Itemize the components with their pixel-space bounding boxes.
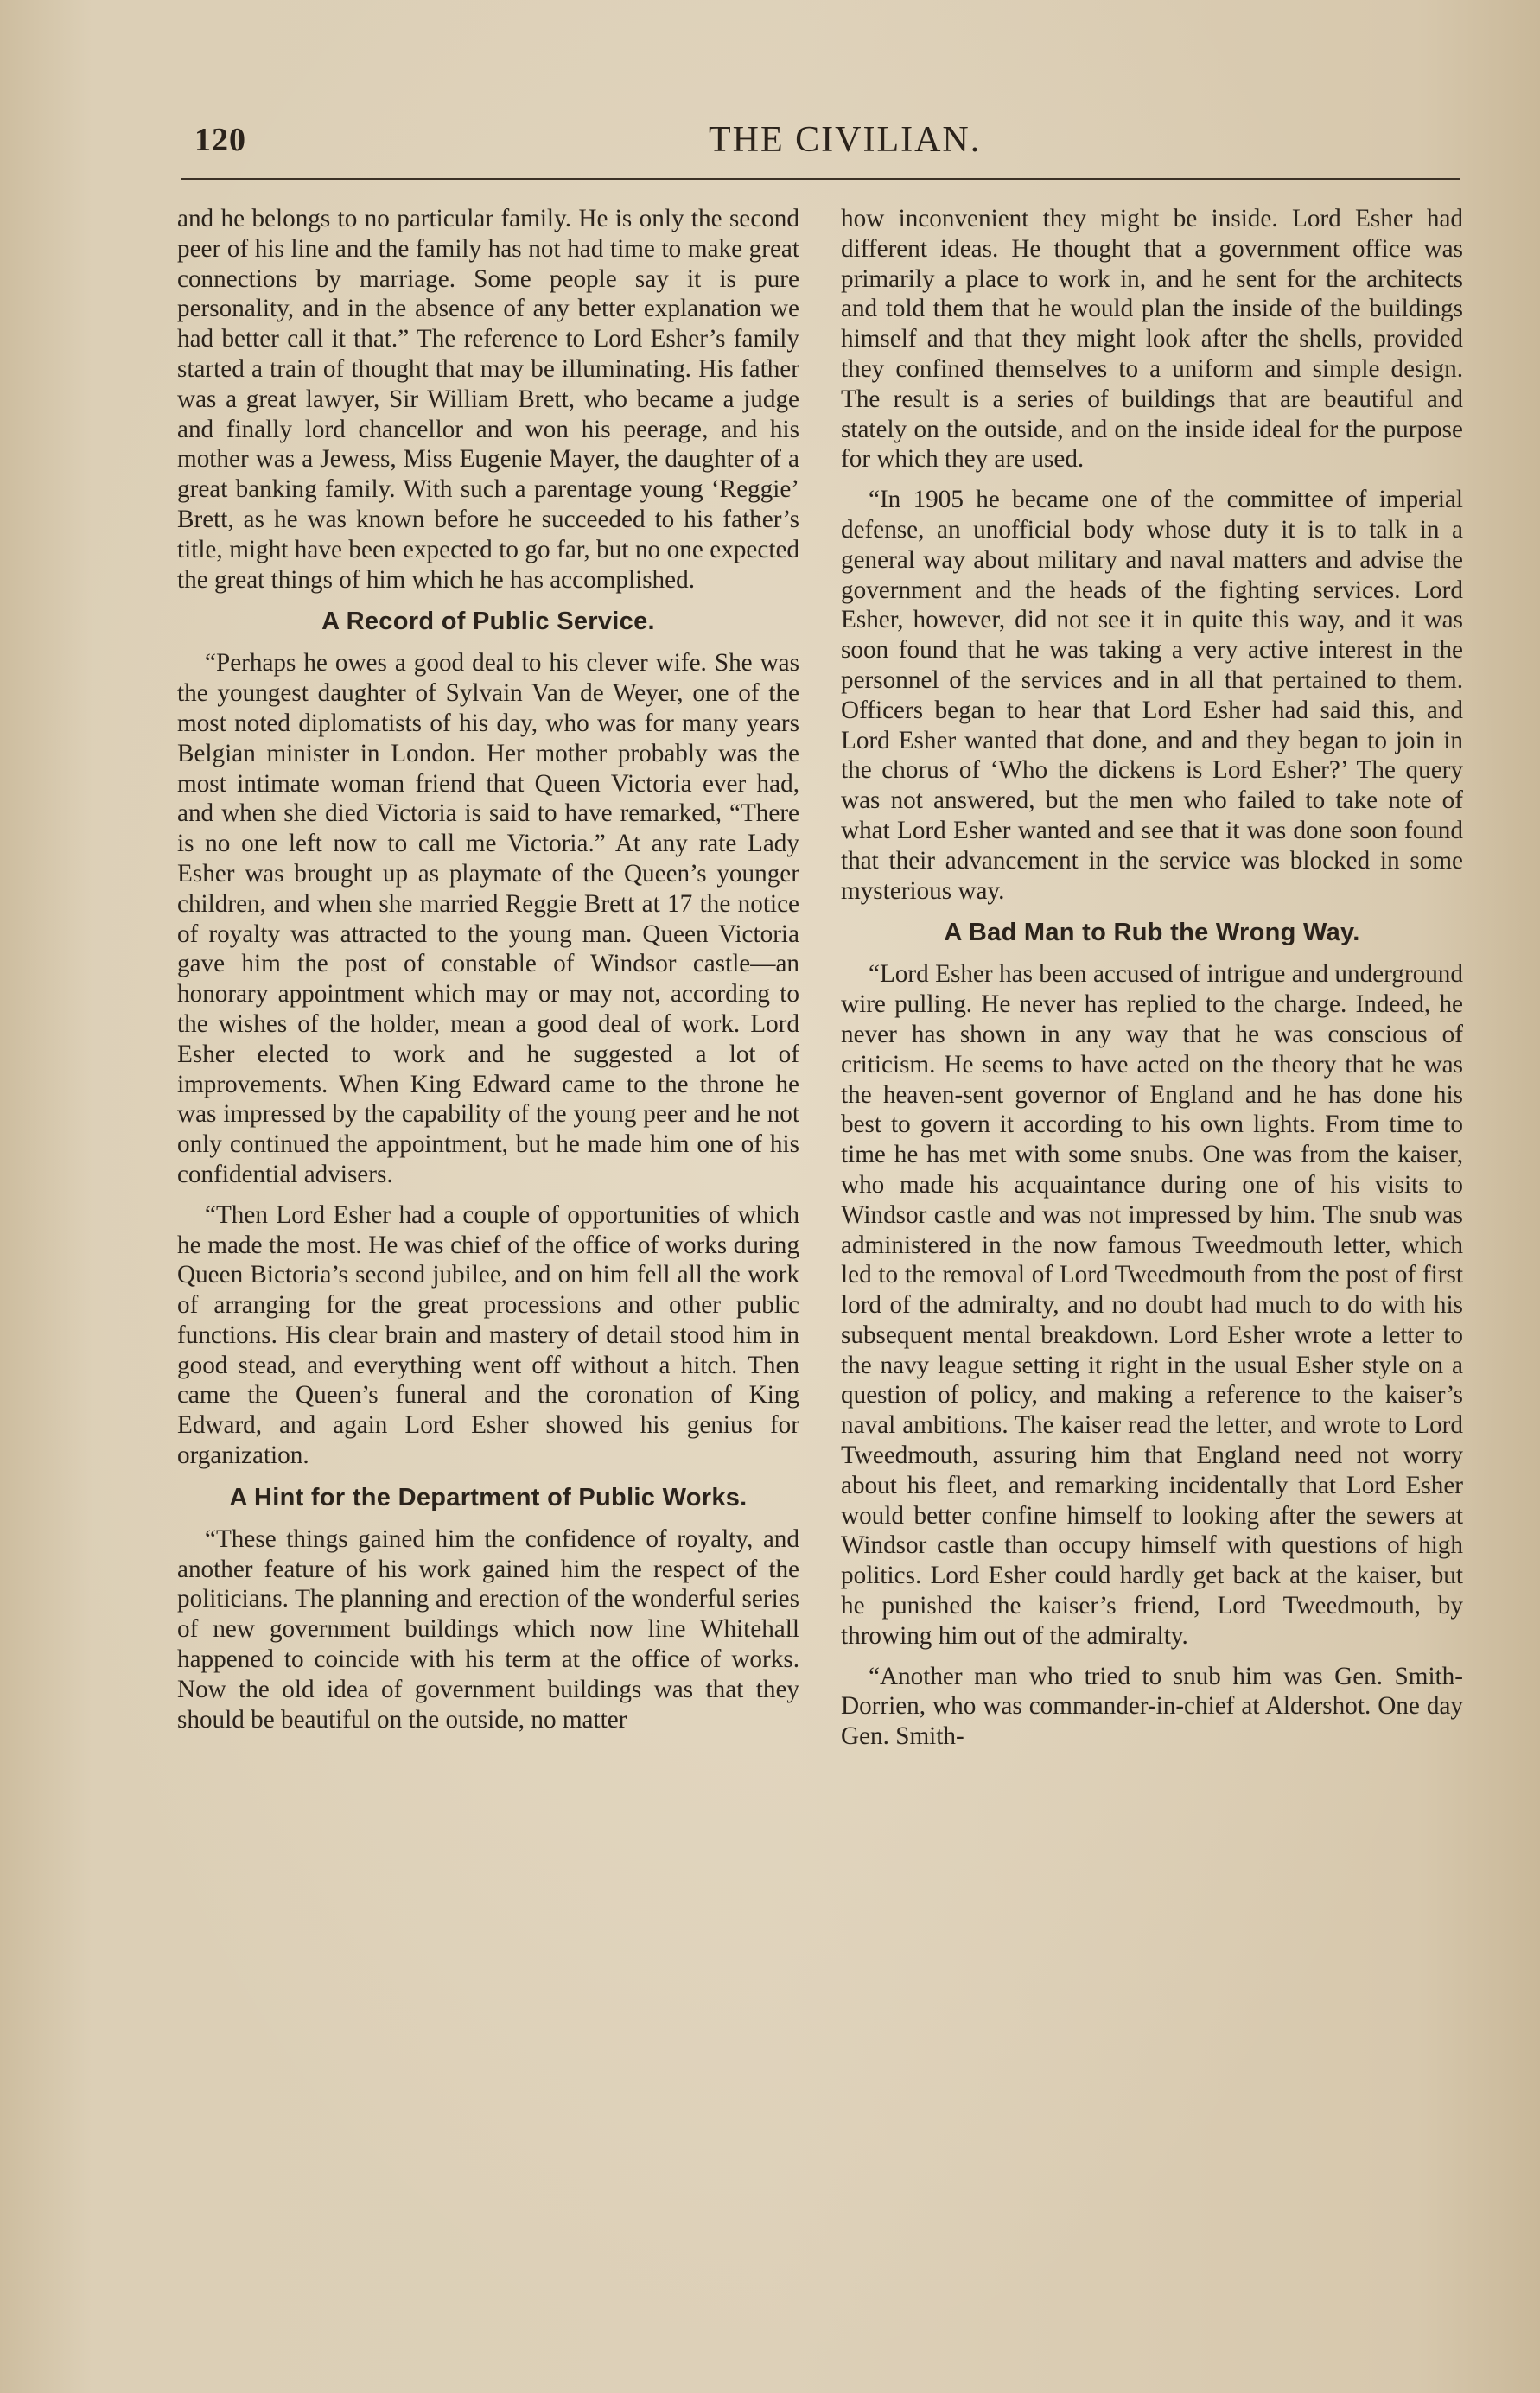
- section-heading-wrong-way: A Bad Man to Rub the Wrong Way.: [944, 919, 1360, 947]
- section-heading-public-works: A Hint for the Department of Public Works.: [229, 1483, 748, 1512]
- left-paragraph-4: “These things gained him the confidence of royalty, and another feature of his work gained him the respect of the politicians. The planning and erection of the wonderful series of new government buildings which now line Whitehall happened to coincide with his term at the office of works. Now the old idea of government buildings was that they should be beautiful on the outside, no matter: [177, 1524, 799, 1734]
- journal-title: THE CIVILIAN.: [709, 120, 982, 160]
- right-paragraph-1: how inconvenient they might be inside. Lord Esher had different ideas. He thought that a government office was primarily a place to work in, and he sent for the architects and told them that he would plan the inside of the buildings himself and that they might look after the shells, provided they confined themselves to a uniform and simple design. The result is a series of buildings that are beautiful and stately on the outside, and on the inside ideal for the purpose for which they are used.: [841, 205, 1463, 474]
- left-paragraph-2: “Perhaps he owes a good deal to his clever wife. She was the youngest daughter of Sylvain Van de Weyer, one of the most noted diplomatists of his day, who was for many years Belgian minister in London. Her mother probably was the most intimate woman friend that Queen Victoria ever had, and when she died Victoria is said to have remarked, “There is no one left now to call me Victoria.” At any rate Lady Esher was brought up as playmate of the Queen’s younger children, and when she married Reggie Brett at 17 the notice of royalty was attracted to the young man. Queen Victoria gave him the post of constable of Windsor castle—an honorary appointment which may or may not, according to the wishes of the holder, mean a good deal of work. Lord Esher elected to work and he suggested a lot of improvements. When King Edward came to the throne he was impressed by the capability of the young peer and he not only continued the appointment, but he made him one of his confidential advisers.: [177, 649, 799, 1188]
- right-paragraph-3: “Lord Esher has been accused of intrigue and underground wire pulling. He never has replied to the charge. Indeed, he never has shown in any way that he was conscious of criticism. He seems to have acted on the theory that he was the heaven-sent governor of England and he has done his best to govern it according to his own lights. From time to time he has met with some snubs. One was from the kaiser, who made his acquaintance during one of his visits to Windsor castle and was not impressed by him. The snub was administered in the now famous Tweedmouth letter, which led to the removal of Lord Tweedmouth from the post of first lord of the admiralty, and no doubt had much to do with his subsequent mental breakdown. Lord Esher wrote a letter to the navy league setting it right in the usual Esher style on a question of policy, and making a reference to the kaiser’s naval ambitions. The kaiser read the letter, and wrote to Lord Tweedmouth, assuring him that England need not worry about his fleet, and remarking incidentally that Lord Esher would better confine himself to looking after the sewers at Windsor castle than occupy himself with questions of high politics. Lord Esher could hardly get back at the kaiser, but he punished the kaiser’s friend, Lord Tweedmouth, by throwing him out of the admiralty.: [841, 960, 1463, 1650]
- left-paragraph-1: and he belongs to no particular family. He is only the second peer of his line and the family has not had time to make great connections by marriage. Some people say it is pure personality, and in the absence of any better explanation we had better call it that.” The reference to Lord Esher’s family started a train of thought that may be illuminating. His father was a great lawyer, Sir William Brett, who became a judge and finally lord chancellor and won his peerage, and his mother was a Jewess, Miss Eugenie Mayer, the daughter of a great banking family. With such a parentage young ‘Reggie’ Brett, as he was known before he succeeded to his father’s title, might have been expected to go far, but no one expected the great things of him which he has accomplished.: [177, 205, 799, 594]
- page-number: 120: [194, 122, 246, 158]
- section-heading-public-service: A Record of Public Service.: [321, 608, 655, 636]
- right-paragraph-4: “Another man who tried to snub him was Gen. Smith-Dorrien, who was commander-in-chief at Aldershot. One day Gen. Smith-: [841, 1662, 1463, 1751]
- left-paragraph-3: “Then Lord Esher had a couple of opportunities of which he made the most. He was chief of the office of works during Queen Bictoria’s second jubilee, and on him fell all the work of arranging for the great processions and other public functions. His clear brain and mastery of detail stood him in good stead, and everything went off without a hitch. Then came the Queen’s funeral and the coronation of King Edward, and again Lord Esher showed his genius for organization.: [177, 1200, 799, 1470]
- right-paragraph-2: “In 1905 he became one of the committee of imperial defense, an unofficial body whose duty it is to talk in a general way about military and naval matters and advise the government and the heads of the fighting services. Lord Esher, however, did not see it in quite this way, and it was soon found that he was taking a very active interest in the personnel of the services and in all that pertained to them. Officers began to hear that Lord Esher had said this, and Lord Esher wanted that done, and and they began to join in the chorus of ‘Who the dickens is Lord Esher?’ The query was not answered, but the men who failed to take note of what Lord Esher wanted and see that it was done soon found that their advancement in the service was blocked in some mysterious way.: [841, 486, 1463, 905]
- left-column: [177, 204, 799, 1745]
- header-rule: [181, 178, 1460, 180]
- page-header: [194, 119, 1460, 171]
- right-column: [841, 204, 1463, 1762]
